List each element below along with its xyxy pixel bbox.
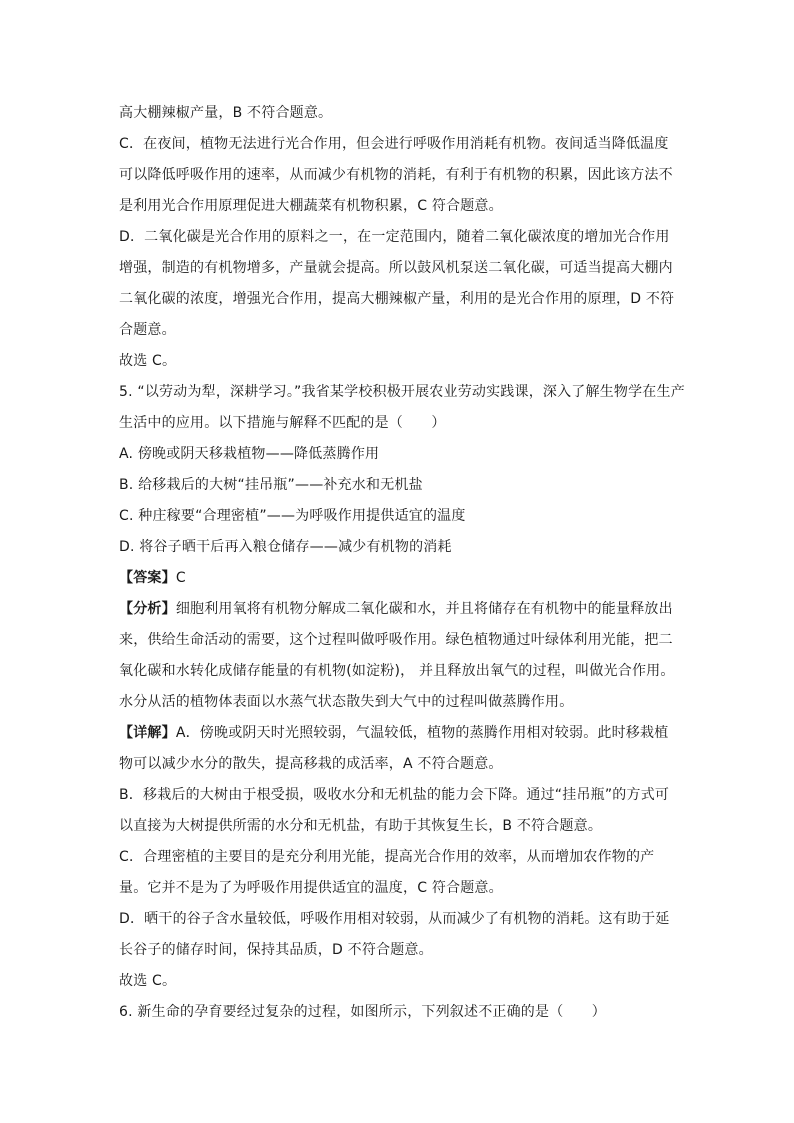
text-line: D．晒干的谷子含水量较低，呼吸作用相对较弱，从而减少了有机物的消耗。这有助于延 bbox=[119, 911, 670, 927]
option-a: A. 傍晚或阴天移栽植物——降低蒸腾作用 bbox=[119, 446, 380, 462]
answer-line bbox=[119, 563, 679, 594]
text-line: 量。它并不是为了为呼吸作用提供适宜的温度，C 符合题意。 bbox=[119, 880, 503, 896]
explanation-line bbox=[119, 718, 679, 749]
text-line: 二氧化碳的浓度，增强光合作用，提高大棚辣椒产量，利用的是光合作用的原理，D 不符 bbox=[119, 291, 675, 307]
analysis-line bbox=[119, 594, 679, 625]
conclusion-line: 故选 C。 bbox=[119, 353, 177, 369]
option-d: D. 将谷子晒干后再入粮仓储存——减少有机物的消耗 bbox=[119, 539, 452, 555]
text-line: 水分从活的植物体表面以水蒸气状态散失到大气中的过程叫做蒸腾作用。 bbox=[119, 694, 574, 710]
text-line: C．合理密植的主要目的是充分利用光能，提高光合作用的效率，从而增加农作物的产 bbox=[119, 849, 655, 865]
explanation-tag: 【详解】 bbox=[119, 725, 176, 741]
question-stem: 5. “以劳动为犁，深耕学习。”我省某学校积极开展农业劳动实践课，深入了解生物学在生产 bbox=[119, 384, 685, 400]
conclusion-line: 故选 C。 bbox=[119, 973, 177, 989]
text-line: 来，供给生命活动的需要，这个过程叫做呼吸作用。绿色植物通过叶绿体利用光能，把二 bbox=[119, 632, 673, 648]
analysis-tag: 【分析】 bbox=[119, 601, 176, 617]
question-stem: 6. 新生命的孕育要经过复杂的过程，如图所示，下列叙述不正确的是（ ） bbox=[119, 1004, 607, 1020]
answer-tag: 【答案】 bbox=[119, 570, 176, 586]
explanation-text: A．傍晚或阴天时光照较弱，气温较低，植物的蒸腾作用相对较弱。此时移栽植 bbox=[175, 725, 669, 741]
document-body bbox=[119, 98, 685, 1028]
text-line: 氧化碳和水转化成储存能量的有机物(如淀粉)， 并且释放出氧气的过程，叫做光合作用。 bbox=[119, 663, 675, 679]
text-line: 高大棚辣椒产量，B 不符合题意。 bbox=[119, 105, 333, 121]
analysis-text: 细胞利用氧将有机物分解成二氧化碳和水，并且将储存在有机物中的能量释放出 bbox=[175, 601, 673, 617]
text-line: 合题意。 bbox=[119, 322, 176, 338]
text-line: 以直接为大树提供所需的水分和无机盐，有助于其恢复生长，B 不符合题意。 bbox=[119, 818, 603, 834]
option-c: C. 种庄稼要“合理密植”——为呼吸作用提供适宜的温度 bbox=[119, 508, 466, 524]
text-line: B．移栽后的大树由于根受损，吸收水分和无机盐的能力会下降。通过“挂吊瓶”的方式可 bbox=[119, 787, 670, 803]
question-stem: 生活中的应用。以下措施与解释不匹配的是（ ） bbox=[119, 415, 446, 431]
text-line: D．二氧化碳是光合作用的原料之一，在一定范围内，随着二氧化碳浓度的增加光合作用 bbox=[119, 229, 670, 245]
option-b: B. 给移栽后的大树“挂吊瓶”——补充水和无机盐 bbox=[119, 477, 423, 493]
text-line: 是利用光合作用原理促进大棚蔬菜有机物积累，C 符合题意。 bbox=[119, 198, 503, 214]
text-line: 长谷子的储存时间，保持其品质，D 不符合题意。 bbox=[119, 942, 433, 958]
text-line: 增强，制造的有机物增多，产量就会提高。所以鼓风机泵送二氧化碳，可适当提高大棚内 bbox=[119, 260, 673, 276]
answer-value: C bbox=[175, 570, 186, 586]
text-line: C．在夜间，植物无法进行光合作用，但会进行呼吸作用消耗有机物。夜间适当降低温度 bbox=[119, 136, 669, 152]
text-line: 物可以减少水分的散失，提高移栽的成活率，A 不符合题意。 bbox=[119, 756, 503, 772]
text-line: 可以降低呼吸作用的速率，从而减少有机物的消耗，有利于有机物的积累，因此该方法不 bbox=[119, 167, 673, 183]
